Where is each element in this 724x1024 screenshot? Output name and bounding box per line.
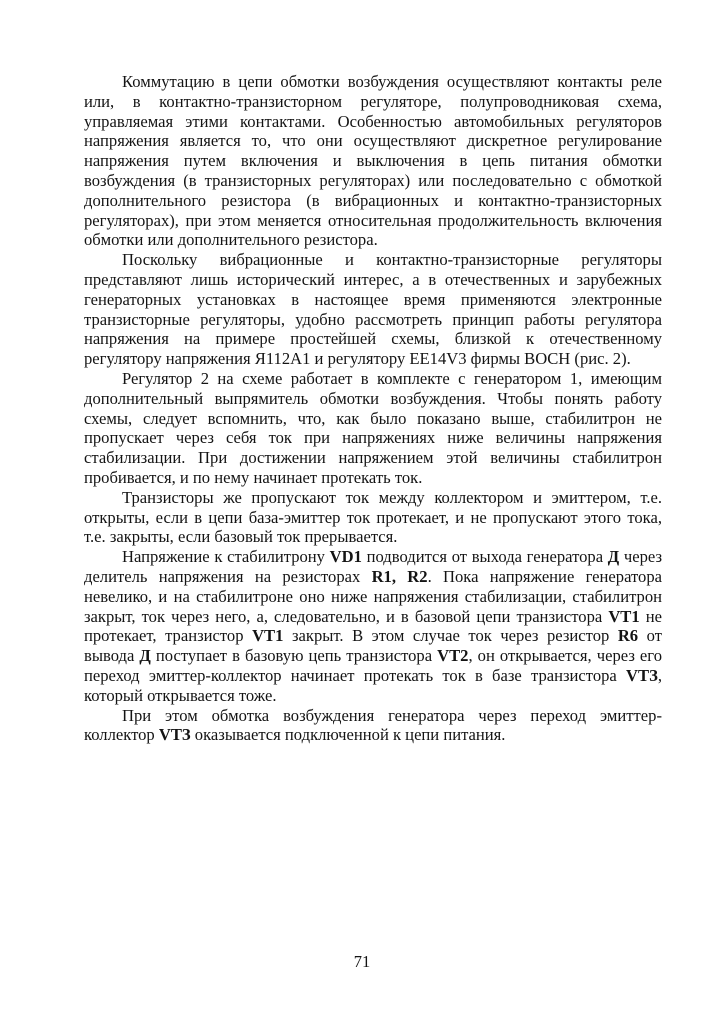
text-block [84,72,662,745]
paragraph: Регулятор 2 на схеме работает в комплекте с генератором 1, имеющим дополнительный выпрямитель обмотки возбуждения. Чтобы понять работу схемы, следует вспомнить, что, как было показано выше, стабилитрон не пропускает через себя ток при напряжениях ниже величины напряжения стабилизации. При достижении напряжением этой величины стабилитрон пробивается, и по нему начинает протекать ток. [84,368,662,487]
paragraph: Транзисторы же пропускают ток между коллектором и эмиттером, т.е. открыты, если в цепи база-эмиттер ток протекает, и не пропускают этого тока, т.е. закрыты, если базовый ток прерывается. [84,487,662,547]
paragraph: Поскольку вибрационные и контактно-транзисторные регуляторы представляют лишь исторический интерес, а в отечественных и зарубежных генераторных установках в настоящее время применяются электронные транзисторные регуляторы, удобно рассмотреть принцип работы регулятора напряжения на примере простейшей схемы, близкой к отечественному регулятору напряжения Я112А1 и регулятору ЕЕ14V3 фирмы BOCH (рис. 2). [84,250,662,369]
paragraph: Коммутацию в цепи обмотки возбуждения осуществляют контакты реле или, в контактно-транзисторном регуляторе, полупроводниковая схема, управляемая этими контактами. Особенностью автомобильных регуляторов напряжения является то, что они осуществляют дискретное регулирование напряжения путем включения и выключения в цепь питания обмотки возбуждения (в транзисторных регуляторах) или последовательно с обмоткой дополнительного резистора (в вибрационных и контактно-транзисторных регуляторах), при этом меняется относительная продолжительность включения обмотки или дополнительного резистора. [84,72,662,250]
paragraph: При этом обмотка возбуждения генератора через переход эмиттер-коллектор VТЗ оказывается подключенной к цепи питания. [84,705,662,745]
paragraph: Напряжение к стабилитрону VD1 подводится от выхода генератора Д через делитель напряжения на резисторах R1, R2. Пока напряжение генератора невелико, и на стабилитроне оно ниже напряжения стабилизации, стабилитрон закрыт, ток через него, а, следовательно, и в базовой цепи транзистора VT1 не протекает, транзистор VT1 закрыт. В этом случае ток через резистор R6 от вывода Д поступает в базовую цепь транзистора VT2, он открывается, через его переход эмиттер-коллектор начинает протекать ток в базе транзистора VТЗ, который открывается тоже. [84,547,663,705]
page-number: 71 [353,952,371,971]
